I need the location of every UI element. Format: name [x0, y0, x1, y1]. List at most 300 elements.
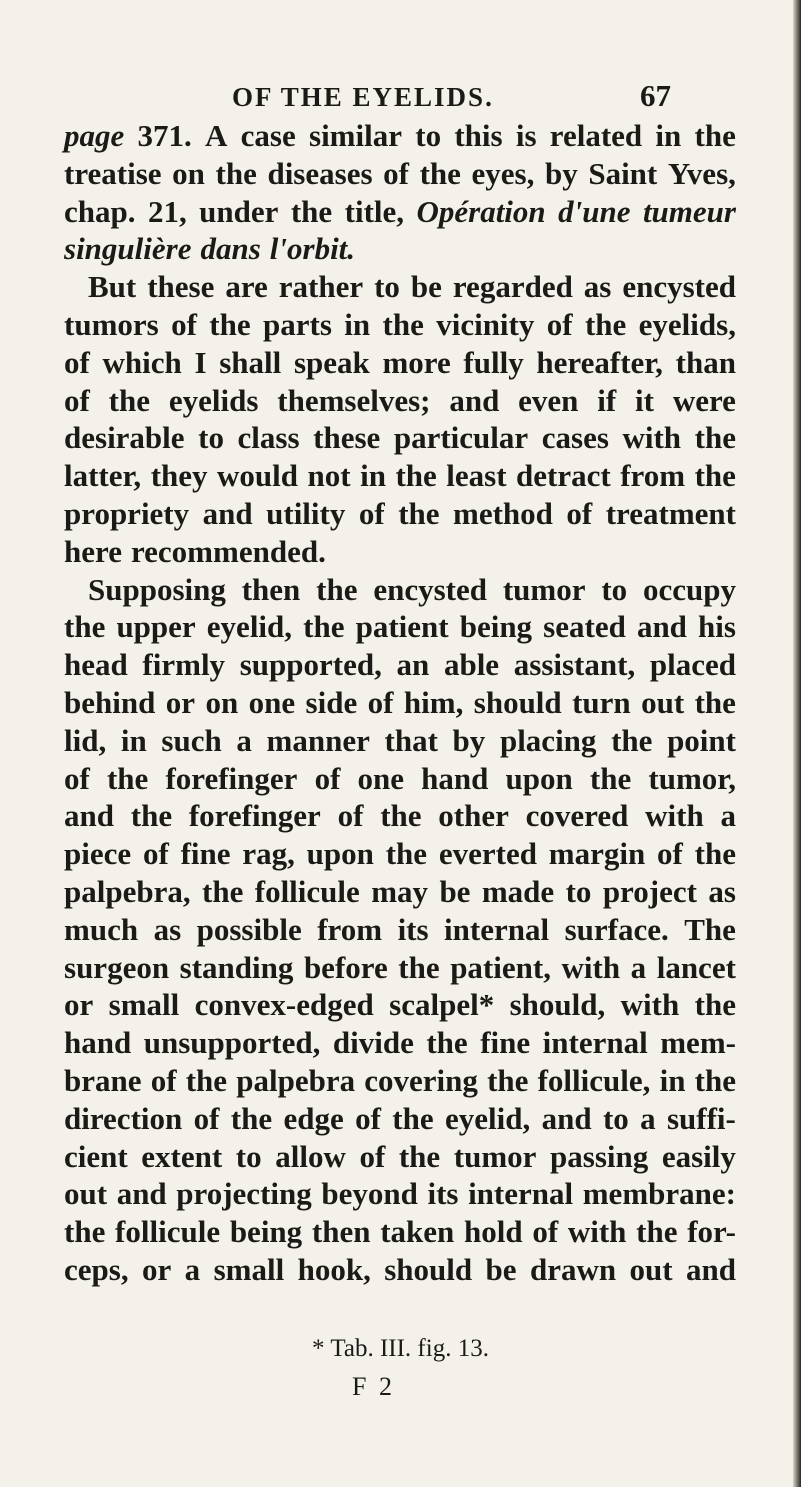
- word: unsupported,: [143, 1025, 321, 1061]
- word: are: [225, 269, 268, 305]
- word: the: [316, 571, 358, 607]
- text-line: [64, 949, 736, 987]
- word: these: [313, 420, 381, 456]
- word: to: [198, 420, 224, 456]
- text-line: [64, 533, 736, 571]
- word: be: [439, 873, 471, 909]
- word: upper: [116, 609, 196, 645]
- word: should: [473, 684, 562, 720]
- word: be: [485, 1251, 517, 1287]
- word: hand: [64, 1025, 132, 1061]
- word: with: [645, 798, 704, 834]
- word: surface.: [564, 911, 669, 947]
- word: fine: [480, 1025, 531, 1061]
- word: regarded: [452, 269, 573, 305]
- word: tumor: [502, 571, 586, 607]
- word: follicule: [115, 1214, 221, 1250]
- word: here: [64, 533, 122, 569]
- word: to: [235, 1138, 262, 1174]
- word: or: [64, 987, 94, 1023]
- word: singulière: [64, 231, 192, 267]
- word: seated: [543, 609, 626, 645]
- word: case: [240, 118, 296, 153]
- word: the: [694, 118, 736, 153]
- text-line: [64, 684, 736, 722]
- word: convex-edged: [194, 987, 374, 1023]
- word: follicule: [254, 873, 360, 909]
- word: be: [410, 269, 442, 305]
- text-line: [64, 911, 736, 949]
- word: related: [549, 118, 643, 153]
- word: the: [398, 949, 440, 985]
- text-line: [64, 193, 736, 231]
- word: the: [108, 382, 150, 418]
- word: manner: [266, 722, 370, 758]
- word: tumeur: [642, 193, 736, 229]
- text-line: [64, 419, 736, 457]
- word: with: [567, 1214, 627, 1250]
- word: the: [487, 1062, 529, 1098]
- word: encysted: [622, 269, 736, 305]
- word: the: [694, 684, 736, 720]
- word: and: [636, 609, 687, 645]
- word: than: [675, 344, 736, 380]
- word: scalpel*: [389, 987, 495, 1023]
- word: in: [120, 722, 147, 758]
- word: of: [358, 495, 385, 531]
- word: Yves,: [667, 155, 736, 191]
- word: more: [382, 344, 451, 380]
- word: A: [205, 118, 228, 153]
- word: and: [541, 1100, 592, 1136]
- word: the: [584, 306, 627, 342]
- word: side: [305, 684, 358, 720]
- word: eyes,: [471, 155, 535, 191]
- text-line: [64, 306, 736, 344]
- word: title,: [344, 193, 405, 229]
- word: the: [106, 760, 149, 796]
- word: margin: [548, 836, 646, 872]
- word: covered: [525, 798, 629, 834]
- word: of: [359, 1138, 386, 1174]
- word: should,: [509, 987, 606, 1023]
- signature-mark: F 2: [352, 1372, 395, 1401]
- word: Saint: [588, 155, 658, 191]
- word: its: [427, 1176, 459, 1212]
- word: encysted: [373, 571, 487, 607]
- word: being: [229, 1214, 303, 1250]
- word: fully: [463, 344, 524, 380]
- text-line: [64, 1251, 736, 1289]
- word: the: [694, 458, 736, 494]
- text-line: [64, 760, 736, 798]
- word: on: [205, 684, 239, 720]
- word: head: [64, 647, 128, 683]
- text-line: [64, 571, 736, 609]
- word: upon: [306, 836, 374, 872]
- word: behind: [64, 684, 156, 720]
- word: from: [620, 458, 686, 494]
- word: for-: [687, 1214, 736, 1250]
- word: supported,: [239, 647, 382, 683]
- word: its: [397, 911, 429, 947]
- word: the: [694, 987, 736, 1023]
- word: detract: [516, 458, 611, 494]
- text-line: [64, 1024, 736, 1062]
- word: diseases: [267, 155, 373, 191]
- word: utility: [266, 495, 346, 531]
- word: eyelid,: [206, 609, 293, 645]
- word: the: [589, 760, 632, 796]
- word: brane: [64, 1062, 142, 1098]
- word: occupy: [643, 571, 736, 607]
- word: to: [602, 1100, 629, 1136]
- word: these: [147, 269, 215, 305]
- word: before: [303, 949, 388, 985]
- text-line: [64, 344, 736, 382]
- word: out: [629, 1251, 673, 1287]
- text-line: [64, 797, 736, 835]
- word: of: [337, 798, 364, 834]
- word: they: [150, 458, 208, 494]
- word: hook,: [297, 1251, 371, 1287]
- word: d'une: [558, 193, 631, 229]
- text-line: [64, 1213, 736, 1251]
- text-line: [64, 268, 736, 306]
- word: patient,: [450, 949, 551, 985]
- text-line: [64, 117, 736, 155]
- word: the: [64, 609, 106, 645]
- word: him,: [403, 684, 464, 720]
- text-line: [64, 155, 736, 193]
- word: an: [396, 647, 430, 683]
- word: the: [694, 836, 736, 872]
- word: this: [454, 118, 503, 153]
- word: easily: [661, 1138, 736, 1174]
- word: being: [459, 609, 533, 645]
- word: forefinger: [188, 798, 321, 834]
- word: then: [311, 1214, 371, 1250]
- word: similar: [309, 118, 402, 153]
- word: palpebra,: [64, 873, 191, 909]
- word: passing: [550, 1138, 649, 1174]
- word: the: [230, 1100, 273, 1136]
- word: the: [64, 1214, 106, 1250]
- word: a: [720, 798, 736, 834]
- word: I: [194, 344, 207, 380]
- text-line: [64, 986, 736, 1024]
- footnote: * Tab. III. fig. 13.: [312, 1335, 489, 1362]
- word: method: [453, 495, 553, 531]
- word: hereafter,: [536, 344, 663, 380]
- word: a: [640, 1100, 656, 1136]
- word: with: [561, 949, 621, 985]
- word: or: [141, 1251, 172, 1287]
- word: and: [449, 382, 500, 418]
- text-line: [64, 382, 736, 420]
- word: tumors: [64, 306, 159, 342]
- word: chap.: [64, 193, 136, 229]
- word: should: [384, 1251, 473, 1287]
- word: of: [193, 1100, 220, 1136]
- word: parts: [263, 306, 332, 342]
- word: treatise: [64, 155, 162, 191]
- word: small: [213, 1251, 285, 1287]
- word: such: [161, 722, 222, 758]
- text-line: [64, 1175, 736, 1213]
- word: turn: [572, 684, 631, 720]
- word: from: [317, 911, 383, 947]
- word: and: [64, 798, 114, 834]
- word: or: [165, 684, 196, 720]
- word: standing: [179, 949, 294, 985]
- word: out: [641, 684, 685, 720]
- word: the: [398, 495, 440, 531]
- word: fine: [180, 836, 231, 872]
- word: the: [215, 155, 257, 191]
- word: if: [597, 382, 617, 418]
- word: cases: [541, 420, 609, 456]
- word: point: [667, 722, 736, 758]
- word: dans: [200, 231, 261, 267]
- word: placed: [649, 647, 736, 683]
- word: drawn: [529, 1251, 617, 1287]
- word: palpebra: [236, 1062, 356, 1098]
- word: of: [566, 495, 593, 531]
- word: and: [685, 1251, 736, 1287]
- word: the: [426, 1025, 468, 1061]
- word: allow: [275, 1138, 346, 1174]
- word: and: [202, 495, 253, 531]
- word: in: [655, 118, 682, 153]
- word: placing: [499, 722, 597, 758]
- word: rather: [278, 269, 364, 305]
- word: the: [392, 1100, 434, 1136]
- word: to: [415, 118, 442, 153]
- word: suffi-: [666, 1100, 736, 1136]
- text-line: [64, 835, 736, 873]
- word: a: [236, 722, 252, 758]
- word: on: [172, 155, 205, 191]
- word: Opération: [416, 193, 546, 229]
- word: the: [395, 458, 437, 494]
- word: other: [438, 798, 509, 834]
- word: by: [544, 155, 578, 191]
- text-line: [64, 873, 736, 911]
- word: his: [698, 609, 736, 645]
- text-line: [64, 1138, 736, 1176]
- word: the: [694, 1062, 736, 1098]
- word: internal: [542, 1025, 648, 1061]
- word: shall: [219, 344, 282, 380]
- word: it: [635, 382, 654, 418]
- word: of: [355, 1100, 381, 1136]
- word: themselves;: [277, 382, 431, 418]
- word: internal: [444, 911, 550, 947]
- word: lancet: [656, 949, 736, 985]
- word: the: [398, 1138, 441, 1174]
- page-number: 67: [640, 78, 671, 113]
- word: extent: [141, 1138, 223, 1174]
- word: mem-: [660, 1025, 736, 1061]
- word: tumor: [453, 1138, 537, 1174]
- word: eyelid,: [444, 1100, 531, 1136]
- word: Supposing: [88, 571, 226, 607]
- word: in: [344, 306, 371, 342]
- word: of: [171, 306, 197, 342]
- running-head: OF THE EYELIDS.: [232, 82, 494, 112]
- word: l'orbit.: [269, 231, 356, 267]
- word: the: [385, 836, 428, 872]
- word: of: [64, 382, 90, 418]
- word: particular: [393, 420, 529, 456]
- word: the: [611, 722, 653, 758]
- word: much: [64, 911, 139, 947]
- word: The: [684, 911, 736, 947]
- word: even: [518, 382, 579, 418]
- word: by: [452, 722, 486, 758]
- word: page: [64, 118, 125, 153]
- word: least: [446, 458, 507, 494]
- word: edge: [283, 1100, 344, 1136]
- word: the: [636, 1214, 678, 1250]
- text-line: [64, 1100, 736, 1138]
- word: divide: [332, 1025, 414, 1061]
- word: cient: [64, 1138, 128, 1174]
- word: to: [565, 873, 592, 909]
- word: propriety: [64, 495, 190, 531]
- word: of: [314, 760, 341, 796]
- word: a: [630, 949, 647, 985]
- word: membrane:: [582, 1176, 736, 1212]
- word: desirable: [64, 420, 185, 456]
- word: of: [546, 306, 573, 342]
- word: a: [184, 1251, 201, 1287]
- word: which: [102, 344, 182, 380]
- text-line: [64, 457, 736, 495]
- word: one: [357, 760, 405, 796]
- word: with: [622, 420, 682, 456]
- word: speak: [293, 344, 370, 380]
- word: the: [209, 306, 251, 342]
- word: tumor,: [648, 760, 736, 796]
- word: projecting: [176, 1176, 312, 1212]
- text-line: [64, 608, 736, 646]
- word: as: [708, 873, 736, 909]
- word: class: [237, 420, 300, 456]
- word: the: [382, 306, 424, 342]
- word: out: [64, 1176, 108, 1212]
- text-line: [64, 1062, 736, 1100]
- word: as: [583, 269, 612, 305]
- word: that: [384, 722, 438, 758]
- word: would: [217, 458, 298, 494]
- word: surgeon: [64, 949, 170, 985]
- word: made: [481, 873, 555, 909]
- word: assistant,: [513, 647, 636, 683]
- word: the: [303, 609, 345, 645]
- word: possible: [196, 911, 302, 947]
- word: ceps,: [64, 1251, 129, 1287]
- word: under: [199, 193, 279, 229]
- word: with: [620, 987, 680, 1023]
- word: 371.: [137, 118, 192, 153]
- word: may: [371, 873, 429, 909]
- word: eyelids: [168, 382, 259, 418]
- word: to: [374, 269, 400, 305]
- word: rag,: [242, 836, 295, 872]
- body-text: [64, 117, 736, 1289]
- word: of: [383, 155, 409, 191]
- word: of: [657, 836, 683, 872]
- word: recommended.: [130, 533, 326, 569]
- word: follicule,: [537, 1062, 651, 1098]
- text-line: [64, 722, 736, 760]
- word: the: [694, 420, 736, 456]
- word: one: [248, 684, 296, 720]
- word: in: [659, 1062, 686, 1098]
- word: vicinity: [436, 306, 535, 342]
- word: the: [290, 193, 333, 229]
- text-line: [64, 230, 736, 268]
- word: of: [150, 1062, 177, 1098]
- word: is: [515, 118, 537, 153]
- page-header: [0, 78, 801, 118]
- word: then: [241, 571, 301, 607]
- word: patient: [355, 609, 449, 645]
- word: treatment: [605, 495, 736, 531]
- word: piece: [64, 836, 132, 872]
- word: direction: [64, 1100, 183, 1136]
- word: lid,: [64, 722, 107, 758]
- text-line: [64, 646, 736, 684]
- word: of: [64, 760, 90, 796]
- word: eyelids,: [638, 306, 736, 342]
- word: But: [88, 269, 137, 305]
- word: the: [185, 1062, 228, 1098]
- word: the: [202, 873, 244, 909]
- word: covering: [364, 1062, 478, 1098]
- word: the: [380, 798, 422, 834]
- word: of: [142, 836, 169, 872]
- page-edge: [793, 0, 801, 1487]
- word: beyond: [321, 1176, 418, 1212]
- word: small: [108, 987, 180, 1023]
- text-line: [64, 495, 736, 533]
- word: everted: [438, 836, 537, 872]
- word: of: [64, 344, 90, 380]
- word: internal: [468, 1176, 574, 1212]
- word: taken: [380, 1214, 455, 1250]
- word: project: [602, 873, 697, 909]
- word: not: [307, 458, 351, 494]
- word: were: [672, 382, 736, 418]
- word: of: [367, 684, 394, 720]
- word: latter,: [64, 458, 142, 494]
- word: in: [360, 458, 386, 494]
- word: able: [443, 647, 500, 683]
- word: the: [419, 155, 461, 191]
- word: to: [601, 571, 628, 607]
- word: as: [153, 911, 182, 947]
- word: forefinger: [165, 760, 298, 796]
- word: hand: [421, 760, 489, 796]
- word: and: [116, 1176, 167, 1212]
- word: upon: [505, 760, 573, 796]
- word: 21,: [147, 193, 187, 229]
- word: hold: [463, 1214, 523, 1250]
- word: of: [532, 1214, 559, 1250]
